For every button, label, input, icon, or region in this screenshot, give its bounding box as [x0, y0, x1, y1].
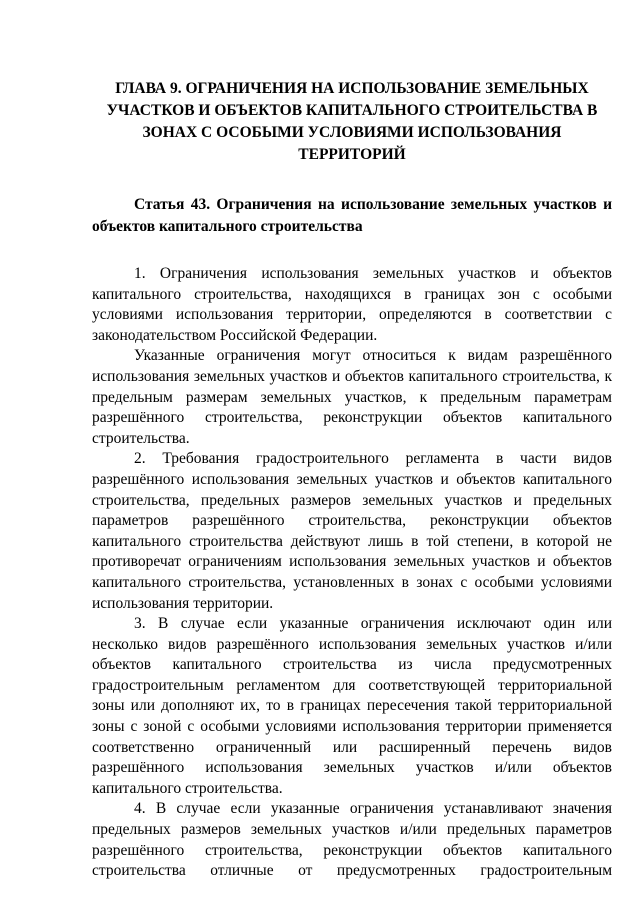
chapter-title: ГЛАВА 9. ОГРАНИЧЕНИЯ НА ИСПОЛЬЗОВАНИЕ ЗЕМЕЛЬНЫХ УЧАСТКОВ И ОБЪЕКТОВ КАПИТАЛЬНОГО СТРОИТЕЛЬСТВА В ЗОНАХ С ОСОБЫМИ УСЛОВИЯМИ ИСПОЛЬЗОВАНИЯ ТЕРРИТОРИЙ	[106, 80, 598, 163]
paragraph-2: Указанные ограничения могут относиться к видам разрешённого использования земельных участков и объектов капитального строительства, к предельным размерам земельных участков, к предельным параметрам разрешённого строительства, реконструкции объектов капитального строительства.	[92, 347, 612, 447]
paragraph-4: 3. В случае если указанные ограничения исключают один или несколько видов разрешённого использования земельных участков и/или объектов капитального строительства из числа предусмотренных градостроительным регламентом для соответствующей территориальной зоны или дополняют их, то в границах пересечения такой территориальной зоны с зоной с особыми условиями использования территории применяется соответственно ограниченный или расширенный перечень видов разрешённого использования земельных участков и/или объектов капитального строительства.	[92, 615, 612, 797]
paragraph-1: 1. Ограничения использования земельных участков и объектов капитального строительства, находящихся в границах зон с особыми условиями использования территории, определяются в соответствии с законодательством Российской Федерации.	[92, 265, 612, 344]
article-title: Статья 43. Ограничения на использование земельных участков и объектов капитального строительства	[92, 196, 612, 235]
paragraph-3: 2. Требования градостроительного регламента в части видов разрешённого использования земельных участков и объектов капитального строительства, предельных размеров земельных участков и предельных параметров разрешённого строительства, реконструкции объектов капитального строительства действуют лишь в той степени, в которой не противоречат ограничениям использования земельных участков и объектов капитального строительства, установленных в зонах с особыми условиями использования территории.	[92, 450, 612, 612]
document-page	[92, 78, 612, 882]
paragraph-5: 4. В случае если указанные ограничения устанавливают значения предельных размеров земельных участков и/или предельных параметров разрешённого строительства, реконструкции объектов капитального строительства отличные от предусмотренных градостроительным	[92, 800, 612, 880]
